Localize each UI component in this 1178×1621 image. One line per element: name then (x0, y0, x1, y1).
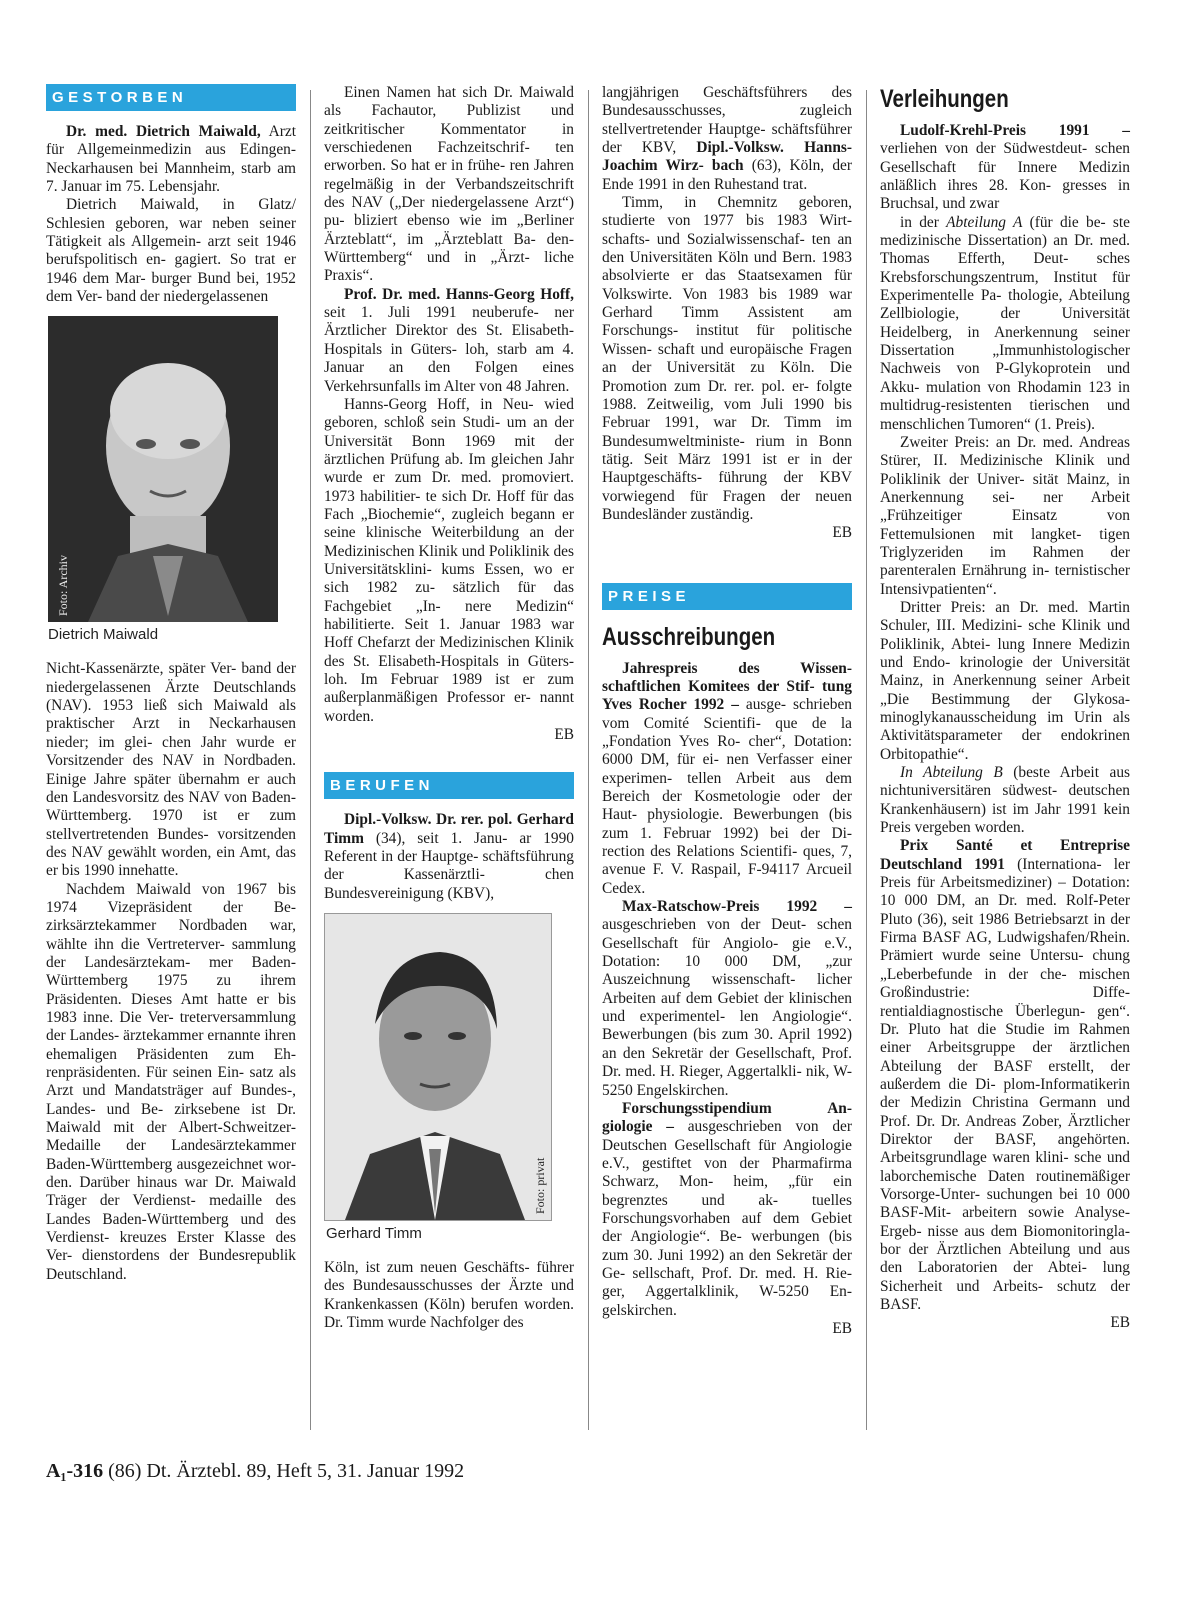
column-3 (602, 84, 852, 1338)
column-rule (866, 90, 867, 1430)
award-name: Max-Ratschow-Preis 1992 – (622, 898, 852, 916)
paragraph: Köln, ist zum neuen Geschäfts- führer des Bundesausschusses der Ärzte und Krankenkassen (Köln) berufen worden. Dr. Timm wurde Nachfolger des (324, 1259, 574, 1332)
section-header-berufen: BERUFEN (324, 772, 574, 799)
paragraph: Dietrich Maiwald, in Glatz/ Schlesien geboren, war neben seiner Tätigkeit als Allgemein- arzt seit 1946 berufspolitisch en- gagiert. So trat er 1946 dem Mar- burger Bund bei, 1952 dem Ver- band der niedergelassenen (46, 196, 296, 306)
paragraph: Nicht-Kassenärzte, später Ver- band der niedergelassenen Ärzte Deutschlands (NAV). 1953 ließ sich Maiwald als praktischer Arzt in Neckarhausen nieder; im glei- chen Jahr wurde er Vorsitzender des NAV in Nordbaden. Einige Jahre später übernahm er auch den Landesvorsitz des NAV von Baden-Württemberg. 1970 ist er zum stellvertretenden Bundes- vorsitzenden des NAV gewählt worden, ein Amt, das er bis 1990 innehatte. (46, 660, 296, 880)
portrait-illustration (48, 316, 278, 622)
photo-caption: Dietrich Maiwald (48, 626, 159, 644)
paragraph (324, 396, 574, 745)
award-entry (602, 1100, 852, 1338)
column-2 (324, 84, 574, 1332)
author-signature: EB (1110, 1314, 1130, 1332)
obituary-maiwald-intro (46, 123, 296, 196)
column-rule (588, 90, 589, 1430)
page-number: A₁-316 (46, 1460, 104, 1482)
paragraph-text: seit 1. Juli 1991 neuberufe- ner Ärztlicher Direktor des St. Elisabeth-Hospitals in Güters- loh, starb am 4. Januar an den Folgen eines Verkehrsunfalls im Alter von 48 Jahren. (324, 304, 574, 395)
award-entry (602, 898, 852, 1100)
column-4 (880, 84, 1130, 1333)
paragraph-text: langjährigen Geschäftsführers des Bundesausschusses, zugleich stellvertretender Hauptge- schäftsführer der KBV, (602, 84, 852, 157)
paragraph-text: Arzt für Allgemeinmedizin aus Edingen-Neckarhausen bei Mannheim, starb am 7. Januar im 75. Lebensjahr. (46, 123, 296, 196)
award-name: Forschungsstipendium An- giologie – (602, 1099, 852, 1136)
obituary-hoff-intro (324, 286, 574, 396)
paragraph: Nachdem Maiwald von 1967 bis 1974 Vizepräsident der Be- zirksärztekammer Nordbaden war, wählte ihn die Vertreterver- sammlung der Landesärztekam- mer Baden-Württemberg 1975 zu ihrem Präsidenten. Dieses Amt hatte er bis 1983 inne. Die Ver- treterversammlung der Landes- ärztekammer ernannte ihren ehemaligen Präsidenten zum Eh- renpräsidenten. Für seinen Ein- satz als Arzt und Mandatsträger auf Bundes-, Landes- und Be- zirksebene ist Dr. Maiwald mit der Albert-Schweitzer-Medaille der Landesärztekammer Baden-Württemberg ausgezeichnet wor- den. Darüber hinaus war Dr. Maiwald Träger der Verdienst- medaille des Landes Baden-Württemberg und des Verdienst- kreuzes Erster Klasse des Ver- dienstordens der Bundesrepublik Deutschland. (46, 880, 296, 1283)
section-header-gestorben: GESTORBEN (46, 84, 296, 111)
paragraph: Dritter Preis: an Dr. med. Martin Schuler, III. Medizini- sche Klinik und Poliklinik, Abtei- lung Innere Medizin und Endo- krinologie der Universität Mainz, in Anerkennung seiner Arbeit „Die Bestimmung der Glykosa- minoglykanausscheidung im Urin als Aktivitätsparameter der endokrinen Orbitopathie“. (880, 598, 1130, 763)
person-name: Dr. med. Dietrich Maiwald, (66, 123, 261, 140)
subsection-headline: Ausschreibungen (602, 622, 776, 651)
paragraph-text: ausge- schrieben vom Comité Scientifi- que de la „Fondation Yves Ro- cher“, Dotation: 6000 DM, für ei- nen Verfasser einer experimen- tellen Arbeit aus dem Bereich der Kosmetologie oder der Haut- physiologie. Bewerbungen (bis zum 1. Februar 1992) bei der Di- rection des Relations Scientifi- ques, 7, avenue F. V. Raspail, F-94117 Arcueil Cedex. (602, 696, 852, 897)
portrait-photo-timm (324, 913, 552, 1221)
person-name: Dipl.-Volksw. Dr. rer. pol. Gerhard Timm (324, 811, 574, 847)
paragraph-text: Timm, in Chemnitz geboren, studierte von 1977 bis 1983 Wirt- schafts- und Sozialwissenschaf- ten an den Universitäten Köln und Bern. 1983 absolvierte er das Staatsexamen für Volkswirte. Von 1983 bis 1989 war Gerhard Timm Assistent am Forschungs- institut für politische Wissen- schaft und europäische Fragen an der Universität zu Köln. Die Promotion zum Dr. rer. pol. er- folgte 1988. Zeitweilig, vom Juli 1990 bis Februar 1991, war Dr. Timm im Bundesumweltministe- rium in Bonn tätig. Seit März 1991 ist er in der Hauptgeschäfts- führung der KBV vorwiegend für Fragen der neuen Bundesländer zuständig. (602, 194, 852, 523)
award-name: Jahrespreis des Wissen- schaftlichen Komitees der Stif- tung Yves Rocher 1992 – (602, 659, 852, 714)
paragraph-text: ausgeschrieben von der Deut- schen Gesellschaft für Angiolo- gie e.V., Dotation: 10 000 DM, „zur Auszeichnung wissenschaft- licher Arbeiten auf dem Gebiet der klinischen und experimentel- len Angiologie“. Bewerbungen (bis zum 30. April 1992) an den Sekretär der Gesellschaft, Prof. Dr. med. H. Rieger, Aggertalkli- nik, W-5250 Engelskirchen. (602, 916, 852, 1099)
person-name: Prof. Dr. med. Hanns-Georg Hoff, (344, 285, 574, 303)
award-name: Prix Santé et Entreprise Deutschland 1991 (880, 837, 1130, 873)
paragraph (602, 194, 852, 543)
paragraph-text: Hanns-Georg Hoff, in Neu- wied geboren, schloß sein Studi- um an der Universität Bonn 1969 mit der ärztlichen Prüfung ab. Im gleichen Jahr wurde er zum Dr. med. promoviert. 1973 habilitier- te sich Dr. Hoff für das Fach „Biochemie“, zugleich begann er seine klinische Weiterbildung an der Medizinischen Klinik und Poliklinik des Universitätsklini- kums Essen, wo er sich 1982 zu- sätzlich für das Fachgebiet „In- nere Medizin“ habilitierte. Seit 1. Januar 1983 war Hoff Chefarzt der Medizinischen Klinik des St. Elisabeth-Hospitals in Güters- loh. Im Februar 1989 ist er zum außerplanmäßigen Professor er- nannt worden. (324, 395, 574, 725)
author-signature: EB (832, 524, 852, 542)
subsection-headline: Verleihungen (880, 85, 1009, 113)
publication-info: (86) Dt. Ärztebl. 89, Heft 5, 31. Januar 1992 (103, 1460, 465, 1482)
award-entry (602, 660, 852, 898)
author-signature: EB (832, 1319, 852, 1337)
paragraph-text: in der (900, 213, 947, 231)
column-1 (46, 84, 296, 1284)
column-rule (310, 90, 311, 1430)
portrait-photo-maiwald (48, 316, 278, 622)
award-entry (880, 122, 1130, 214)
emphasis: Abteilung A (946, 213, 1023, 231)
portrait-illustration (325, 914, 551, 1220)
paragraph-text: (63), Köln, der Ende 1991 in den Ruhestand trat. (602, 157, 852, 193)
appointment-timm-intro (324, 811, 574, 903)
paragraph-text: (beste Arbeit aus nichtuniversitären südwest- deutschen Krankenhäusern) ist im Jahr 1991 kein Preis vergeben worden. (880, 764, 1130, 837)
page-footer (46, 1460, 464, 1483)
photo-credit: Foto: privat (533, 1157, 547, 1215)
author-signature: EB (554, 726, 574, 744)
paragraph-text: (für die be- ste medizinische Dissertation) an Dr. med. Thomas Efferth, Deut- sches Krebsforschungszentrum, Institut für Experimentelle Pa- thologie, Abteilung Zellbiologie, der Universität Heidelberg, in Anerkennung seiner Dissertation „Immunhistologischer Nachweis von P-Glykoprotein und Akku- mulation von Rhodamin 123 in multidrug-resistenten tierischen und menschlichen Tumoren“ (1. Preis). (880, 213, 1130, 433)
section-header-preise: PREISE (602, 583, 852, 610)
paragraph-text: verliehen von der Südwestdeut- schen Gesellschaft für Innere Medizin anläßlich ihres 28. Kon- gresses in Bruchsal, und zwar (880, 140, 1130, 213)
award-entry (880, 837, 1130, 1332)
photo-credit: Foto: Archiv (56, 555, 70, 617)
award-name: Ludolf-Krehl-Preis 1991 – (900, 122, 1130, 139)
photo-caption: Gerhard Timm (326, 1225, 422, 1243)
paragraph-text: (34), seit 1. Janu- ar 1990 Referent in der Hauptge- schäftsführung der Kassenärztli- chen Bundesvereinigung (KBV), (324, 829, 574, 902)
person-name: Dipl.-Volksw. Hanns-Joachim Wirz- bach (602, 139, 852, 175)
paragraph (602, 84, 852, 194)
paragraph: Zweiter Preis: an Dr. med. Andreas Stürer, II. Medizinische Klinik und Poliklinik der Univer- sität Mainz, in Anerkennung sei- ner Arbeit „Frühzeitiger Einsatz von Fettemulsionen mit langket- tigen Triglyzeriden im Rahmen der parenteralen Ernährung in- ternistischer Intensivpatienten“. (880, 433, 1130, 598)
paragraph: Einen Namen hat sich Dr. Maiwald als Fachautor, Publizist und zeitkritischer Kommentator in verschiedenen Fachzeitschrif- ten erworben. So hat er in frühe- ren Jahren regelmäßig in der Verbandszeitschrift des NAV („Der niedergelassene Arzt“) pu- bliziert ebenso wie im „Berliner Ärzteblatt“, im „Ärzteblatt Ba- den-Württemberg“ und in „Ärzt- liche Praxis“. (324, 84, 574, 285)
paragraph-text: ausgeschrieben von der Deutschen Gesellschaft für Angiologie e.V., gestiftet von der Pharmafirma Schwarz, Mon- heim, „für ein begrenztes und ak- tuelles Forschungsvorhaben auf dem Gebiet der Angiologie“. Be- werbungen (bis zum 30. Juni 1992) an den Sekretär der Ge- sellschaft, Prof. Dr. med. H. Rie- ger, Aggertalklinik, W-5250 En- gelskirchen. (602, 1118, 853, 1319)
emphasis: In Abteilung B (900, 764, 1003, 782)
paragraph-text: (Internationa- ler Preis für Arbeitsmediziner) – Dotation: 10 000 DM, an Dr. med. Rolf-Peter Pluto (36), seit 1986 Betriebsarzt in der Firma BASF AG, Ludwigshafen/Rhein. Prämiert wurde seine Untersu- chung „Leberbefunde in der che- mischen Großindustrie: Diffe- rentialdiagnostische Überlegun- gen“. Dr. Pluto hat die Studie im Rahmen einer Arbeitsgruppe der ärztlichen Abteilung der BASF erstellt, der außerdem die Di- plom-Informatikerin der Medizin Christina Germann und Prof. Dr. Dr. Andreas Zober, Ärztlicher Direktor der BASF, angehörten. Arbeitsgrundlage waren klini- sche und laborchemische Daten routinemäßiger Vorsorge-Unter- suchungen bei 10 000 BASF-Mit- arbeitern sowie Analyse-Ergeb- nisse aus dem Biomonitoringla- bor der Ärztlichen Abteilung und aus den Laboratorien der Abtei- lung Sicherheit und Arbeits- schutz der BASF. (880, 855, 1131, 1313)
paragraph (880, 214, 1130, 434)
paragraph (880, 764, 1130, 837)
